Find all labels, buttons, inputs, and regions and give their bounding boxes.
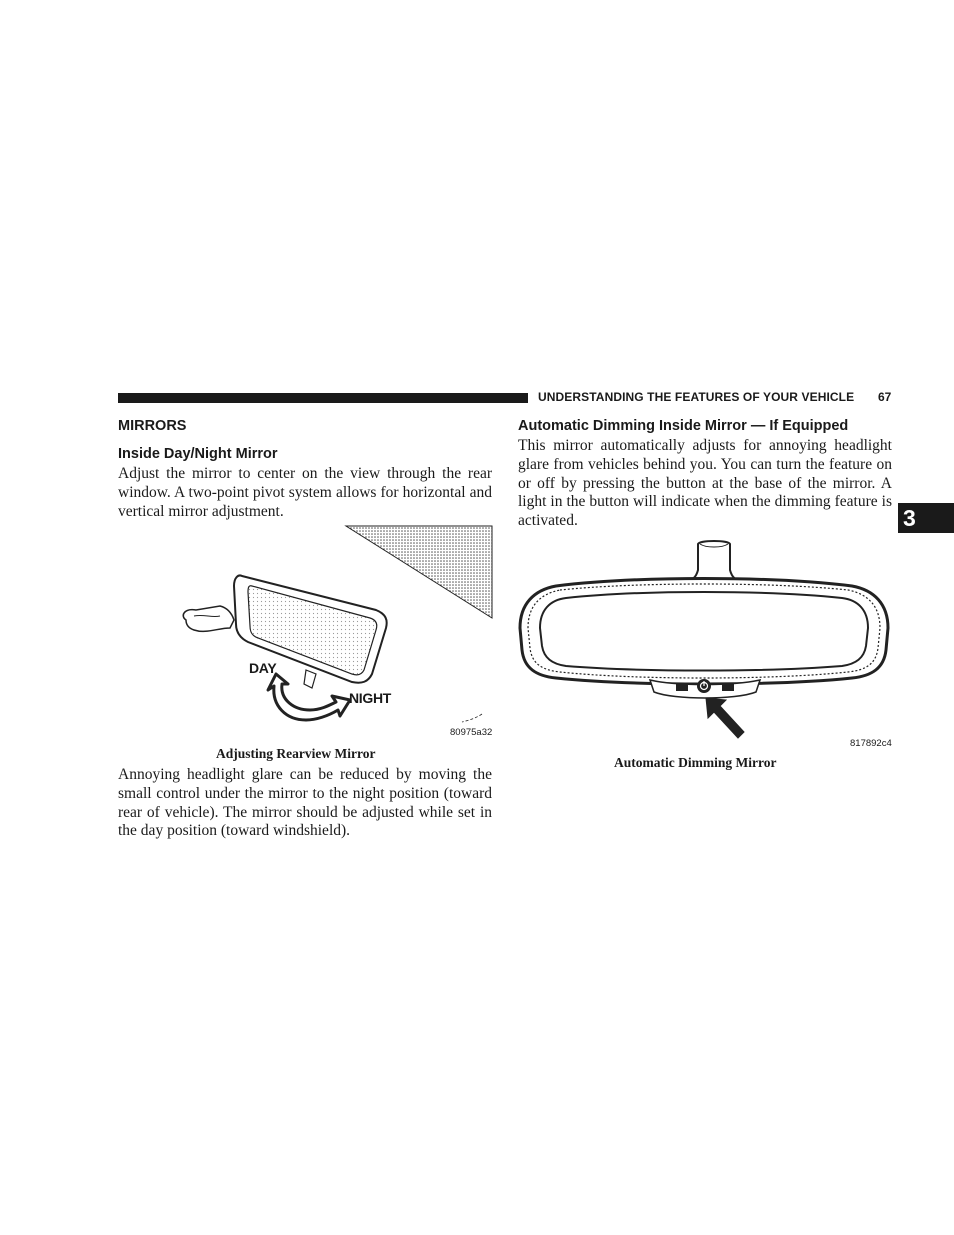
automatic-dimming-mirror-illustration — [516, 540, 892, 740]
subheading-automatic-dimming-mirror: Automatic Dimming Inside Mirror — If Equipped — [518, 418, 849, 434]
paragraph-automatic-dimming: This mirror automatically adjusts for annoying headlight glare from vehicles behind you. You can turn the feature on or off by pressing the button at the base of the mirror. A light in the button will indicate when the dimming feature is activated. — [518, 437, 892, 530]
figure-code-817892c4: 817892c4 — [850, 738, 892, 749]
caption-adjusting-rearview-mirror: Adjusting Rearview Mirror — [216, 746, 376, 761]
page-number: 67 — [878, 390, 892, 404]
subheading-inside-day-night-mirror: Inside Day/Night Mirror — [118, 446, 278, 462]
running-header-title: UNDERSTANDING THE FEATURES OF YOUR VEHICLE — [538, 390, 855, 404]
pointer-arrow-icon — [706, 698, 744, 738]
figure-code-80975a32: 80975a32 — [450, 727, 493, 738]
paragraph-adjust-mirror: Adjust the mirror to center on the view through the rear window. A two-point pivot system allows for horizontal and vertical mirror adjustment. — [118, 465, 492, 520]
header-rule — [118, 393, 528, 403]
day-label: DAY — [249, 660, 277, 676]
chapter-number: 3 — [903, 504, 916, 531]
section-heading-mirrors: MIRRORS — [118, 418, 187, 434]
night-label: NIGHT — [349, 690, 392, 706]
windshield-shading — [346, 526, 492, 618]
paragraph-headlight-glare: Annoying headlight glare can be reduced by moving the small control under the mirror to the night position (toward rear of vehicle). The mirror should be adjusted while set in the day position (toward windshield). — [118, 766, 492, 840]
caption-automatic-dimming-mirror: Automatic Dimming Mirror — [614, 755, 777, 770]
chapter-tab — [898, 503, 954, 533]
day-night-mirror-illustration — [176, 524, 496, 744]
